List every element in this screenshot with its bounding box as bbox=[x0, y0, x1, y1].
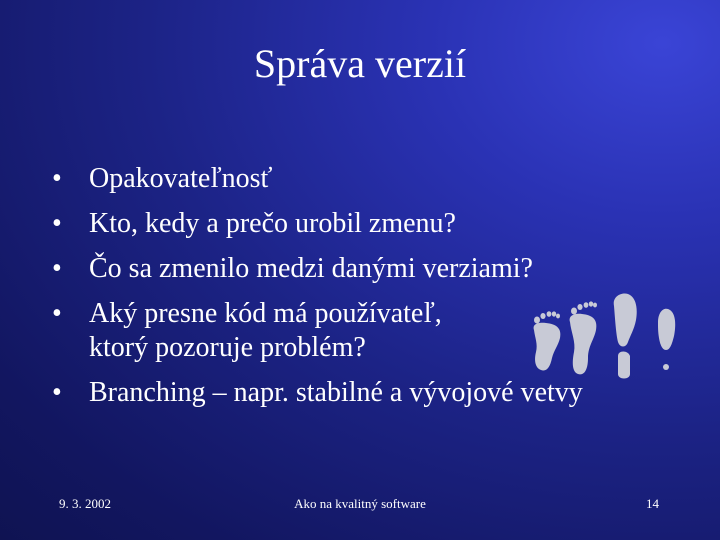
bullet-item bbox=[52, 252, 583, 286]
bullet-marker: • bbox=[52, 253, 62, 284]
bullet-text: Kto, kedy a prečo urobil zmenu? bbox=[89, 208, 456, 239]
footprints-icon bbox=[524, 292, 688, 382]
bullet-item bbox=[52, 207, 583, 241]
footer-title: Ako na kvalitný software bbox=[294, 496, 426, 511]
bullet-text: Opakovateľnosť bbox=[89, 163, 273, 194]
bullet-text: Branching – napr. stabilné a vývojové vetvy bbox=[89, 377, 583, 408]
bullet-text: Aký presne kód má používateľ, bbox=[89, 298, 442, 329]
bullet-marker: • bbox=[52, 208, 62, 239]
bullet-marker: • bbox=[52, 298, 62, 329]
bullet-marker: • bbox=[52, 163, 62, 194]
bullet-list bbox=[52, 162, 583, 421]
bullet-item bbox=[52, 297, 583, 365]
bullet-marker: • bbox=[52, 377, 62, 408]
bullet-text: Čo sa zmenilo medzi danými verziami? bbox=[89, 253, 533, 284]
bullet-item bbox=[52, 162, 583, 196]
bullet-text-continuation: ktorý pozoruje problém? bbox=[89, 332, 366, 363]
page-number: 14 bbox=[646, 496, 659, 511]
slide-title: Správa verzií bbox=[253, 41, 467, 86]
footer-date: 9. 3. 2002 bbox=[59, 496, 111, 511]
bullet-item bbox=[52, 376, 583, 410]
